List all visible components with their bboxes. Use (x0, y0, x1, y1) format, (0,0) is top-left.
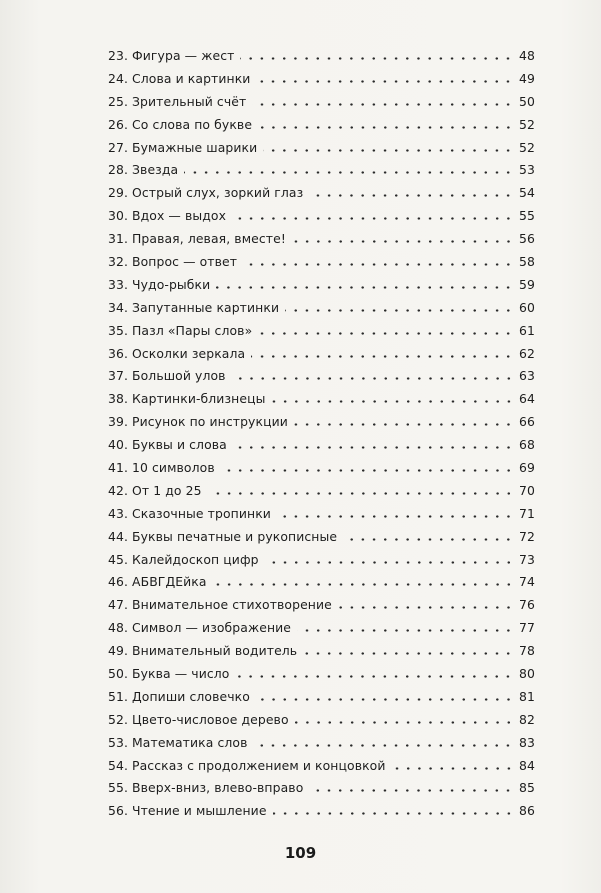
toc-entry-page: 50 (519, 93, 535, 109)
toc-entry-title: Чудо-рыбки (132, 276, 211, 292)
toc-entry-page: 59 (519, 276, 535, 292)
toc-entry-page: 60 (519, 299, 535, 315)
toc-entry-number: 55. (108, 780, 129, 796)
toc-entry (108, 227, 535, 250)
toc-entry-page: 84 (519, 757, 535, 773)
toc-entry (108, 364, 535, 387)
dot-leader (303, 652, 514, 655)
toc-entry (108, 342, 535, 365)
toc-entry-page: 76 (519, 597, 535, 613)
toc-entry-title: Цвето-числовое дерево (132, 711, 289, 727)
toc-entry-number: 35. (108, 322, 129, 338)
dot-leader (309, 194, 514, 197)
dot-leader (240, 57, 514, 60)
toc-entry-page: 82 (519, 711, 535, 727)
toc-entry-number: 54. (108, 757, 129, 773)
toc-entry (108, 204, 535, 227)
toc-entry-page: 78 (519, 643, 535, 659)
toc-entry (108, 639, 535, 662)
toc-entry (108, 113, 535, 136)
toc-entry-title: Со слова по букве (132, 116, 253, 132)
toc-entry-number: 40. (108, 437, 129, 453)
toc-entry-page: 83 (519, 734, 535, 750)
toc-entry (108, 525, 535, 548)
dot-leader (258, 332, 514, 335)
toc-entry-page: 61 (519, 322, 535, 338)
toc-entry-page: 58 (519, 253, 535, 269)
dot-leader (294, 423, 514, 426)
toc-entry-title: Допиши словечко (132, 688, 250, 704)
toc-entry-number: 41. (108, 459, 129, 475)
toc-entry-title: Слова и картинки (132, 70, 251, 86)
toc-entry-page: 49 (519, 70, 535, 86)
toc-entry (108, 754, 535, 777)
toc-entry-page: 69 (519, 459, 535, 475)
dot-leader (253, 744, 514, 747)
toc-entry (108, 410, 535, 433)
toc-entry (108, 456, 535, 479)
toc-entry-page: 63 (519, 368, 535, 384)
toc-entry (108, 685, 535, 708)
toc-entry-number: 37. (108, 368, 129, 384)
toc-entry (108, 570, 535, 593)
toc-entry-title: 10 символов (132, 459, 215, 475)
toc-entry-title: Осколки зеркала (132, 345, 246, 361)
toc-entry-number: 50. (108, 665, 129, 681)
toc-entry-number: 32. (108, 253, 129, 269)
toc-entry (108, 273, 535, 296)
toc-entry-number: 52. (108, 711, 129, 727)
toc-entry-number: 47. (108, 597, 129, 613)
toc-entry-title: Чтение и мышление (132, 803, 267, 819)
toc-entry-number: 30. (108, 208, 129, 224)
toc-entry-number: 26. (108, 116, 129, 132)
toc-entry-page: 66 (519, 414, 535, 430)
toc-entry-page: 74 (519, 574, 535, 590)
toc-entry-page: 81 (519, 688, 535, 704)
dot-leader (277, 515, 514, 518)
toc-entry (108, 479, 535, 502)
toc-entry (108, 731, 535, 754)
dot-leader (309, 789, 514, 792)
toc-entry-number: 43. (108, 505, 129, 521)
dot-leader (263, 149, 514, 152)
toc-entry-title: АБВГДЕйка (132, 574, 207, 590)
toc-entry-title: Большой улов (132, 368, 226, 384)
dot-leader (338, 606, 514, 609)
dot-leader (272, 400, 515, 403)
toc-entry-page: 68 (519, 437, 535, 453)
dot-leader (265, 561, 514, 564)
toc-entry-number: 39. (108, 414, 129, 430)
toc-entry-title: Буквы печатные и рукописные (132, 528, 338, 544)
toc-entry-number: 53. (108, 734, 129, 750)
toc-entry-title: Калейдоскоп цифр (132, 551, 259, 567)
toc-entry-title: Запутанные картинки (132, 299, 280, 315)
toc-entry-number: 23. (108, 47, 129, 63)
toc-entry-title: От 1 до 25 (132, 482, 202, 498)
toc-entry (108, 662, 535, 685)
toc-entry-page: 73 (519, 551, 535, 567)
toc-entry-number: 42. (108, 482, 129, 498)
toc-entry-title: Буквы и слова (132, 437, 227, 453)
toc-entry-title: Вдох — выдох (132, 208, 227, 224)
toc-entry-page: 54 (519, 185, 535, 201)
toc-entry-title: Сказочные тропинки (132, 505, 271, 521)
toc-entry-title: Внимательный водитель (132, 643, 298, 659)
toc-entry-number: 46. (108, 574, 129, 590)
toc-entry-page: 53 (519, 162, 535, 178)
toc-entry (108, 181, 535, 204)
toc-entry-title: Внимательное стихотворение (132, 597, 332, 613)
toc-entry-page: 85 (519, 780, 535, 796)
toc-entry-title: Картинки-близнецы (132, 391, 266, 407)
toc-entry-number: 49. (108, 643, 129, 659)
dot-leader (232, 217, 514, 220)
toc-entry (108, 44, 535, 67)
toc-entry-title: Буква — число (132, 665, 230, 681)
toc-entry (108, 502, 535, 525)
dot-leader (297, 629, 514, 632)
toc-entry-number: 44. (108, 528, 129, 544)
toc-entry (108, 799, 535, 822)
toc-entry (108, 67, 535, 90)
toc-entry-number: 27. (108, 139, 129, 155)
toc-entry-page: 72 (519, 528, 535, 544)
toc-entry-number: 34. (108, 299, 129, 315)
toc-entry (108, 387, 535, 410)
dot-leader (273, 812, 514, 815)
toc-entry (108, 296, 535, 319)
toc-entry (108, 136, 535, 159)
toc-entry-title: Острый слух, зоркий глаз (132, 185, 304, 201)
toc-entry (108, 319, 535, 342)
toc-entry-number: 45. (108, 551, 129, 567)
toc-entry-title: Вопрос — ответ (132, 253, 238, 269)
dot-leader (252, 103, 514, 106)
toc-entry-title: Зрительный счёт (132, 93, 247, 109)
toc-entry-number: 24. (108, 70, 129, 86)
toc-entry-page: 64 (519, 391, 535, 407)
toc-entry-page: 71 (519, 505, 535, 521)
dot-leader (256, 698, 514, 701)
dot-leader (295, 721, 514, 724)
toc-entry (108, 593, 535, 616)
toc-entry-page: 55 (519, 208, 535, 224)
toc-entry-title: Фигура — жест (132, 47, 235, 63)
toc-entry (108, 708, 535, 731)
toc-entry-title: Бумажные шарики (132, 139, 258, 155)
toc-entry-page: 86 (519, 803, 535, 819)
toc-entry-title: Пазл «Пары слов» (132, 322, 253, 338)
toc-entry-number: 25. (108, 93, 129, 109)
toc-entry-number: 51. (108, 688, 129, 704)
toc-entry-title: Математика слов (132, 734, 248, 750)
dot-leader (243, 263, 514, 266)
dot-leader (235, 675, 514, 678)
toc-entry-number: 28. (108, 162, 129, 178)
toc-entry-page: 52 (519, 116, 535, 132)
toc-entry (108, 433, 535, 456)
dot-leader (232, 377, 514, 380)
toc-entry-number: 38. (108, 391, 129, 407)
dot-leader (213, 583, 514, 586)
toc-entry-number: 48. (108, 620, 129, 636)
dot-leader (251, 355, 514, 358)
toc-entry (108, 90, 535, 113)
toc-entry-title: Звезда (132, 162, 179, 178)
toc-entry (108, 158, 535, 181)
dot-leader (285, 309, 514, 312)
toc-entry-page: 62 (519, 345, 535, 361)
toc-entry-number: 29. (108, 185, 129, 201)
toc-entry-page: 70 (519, 482, 535, 498)
dot-leader (216, 286, 514, 289)
dot-leader (184, 171, 514, 174)
toc-entry-number: 36. (108, 345, 129, 361)
toc-entry-page: 48 (519, 47, 535, 63)
toc-entry-page: 56 (519, 231, 535, 247)
dot-leader (258, 126, 514, 129)
toc-entry-title: Символ — изображение (132, 620, 292, 636)
dot-leader (221, 469, 514, 472)
toc-entry-page: 77 (519, 620, 535, 636)
toc-entry-page: 52 (519, 139, 535, 155)
toc-entry-number: 56. (108, 803, 129, 819)
toc-entry (108, 548, 535, 571)
toc-entry-page: 80 (519, 665, 535, 681)
toc-entry (108, 250, 535, 273)
toc-entry (108, 777, 535, 800)
toc-entry (108, 616, 535, 639)
toc-entry-number: 33. (108, 276, 129, 292)
toc-entry-number: 31. (108, 231, 129, 247)
toc-entry-title: Рисунок по инструкции (132, 414, 288, 430)
toc-entry-title: Правая, левая, вместе! (132, 231, 286, 247)
toc-entry-title: Вверх-вниз, влево-вправо (132, 780, 304, 796)
dot-leader (392, 767, 514, 770)
table-of-contents (108, 44, 535, 822)
dot-leader (343, 538, 514, 541)
dot-leader (256, 80, 514, 83)
dot-leader (208, 492, 514, 495)
toc-entry-title: Рассказ с продолжением и концовкой (132, 757, 386, 773)
page-number: 109 (284, 844, 317, 862)
dot-leader (233, 446, 514, 449)
dot-leader (292, 240, 514, 243)
